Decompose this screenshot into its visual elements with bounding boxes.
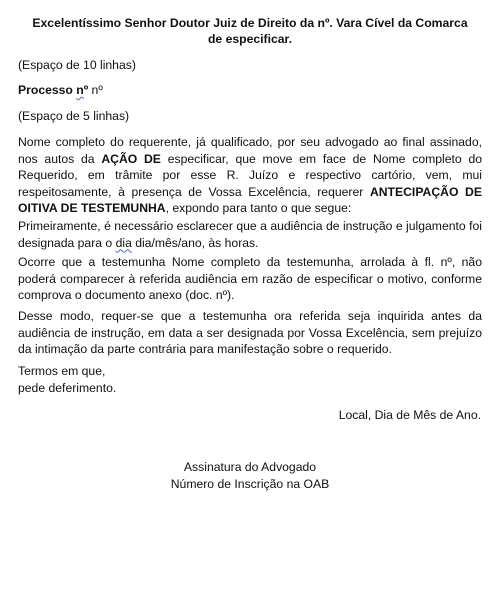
p1-text-a: Nome completo do requerente, já qualificado, por seu advogado ao final assinado, nos autos da	[18, 135, 482, 166]
p2-dia: dia	[115, 235, 132, 250]
process-number-line	[18, 82, 482, 99]
paragraph-introduction	[18, 134, 482, 217]
process-value: nº	[88, 83, 103, 97]
closing-line-1: Termos em que,	[18, 364, 106, 378]
paragraph-request: Desse modo, requer-se que a testemunha ora referida seja inquirida antes da audiência de instrução, em data a ser designada por Vossa Excelência, sem prejuízo da intimação da parte contrária para manifestação sobre o requerido.	[18, 309, 482, 356]
heading-line-1: Excelentíssimo Senhor Doutor Juiz de Direito da nº. Vara Cível da Comarca	[32, 16, 468, 30]
p2-text-b: dia/mês/ano, às horas.	[131, 235, 259, 250]
p1-text-b: especificar, que move em face de Nome completo do Requerido, em trâmite por esse R. Juízo e respectivo cartório, vem, mui respeitosamente, à presença de Vossa Excelência, requerer	[18, 151, 483, 199]
spacing-note-10: (Espaço de 10 linhas)	[18, 58, 136, 72]
closing-line-2: pede deferimento.	[18, 380, 117, 395]
signature-block	[0, 459, 500, 492]
p1-text-c: , expondo para tanto o que segue:	[165, 201, 352, 215]
p1-antecipacao: ANTECIPAÇÃO DE OITIVA DE TESTEMUNHA	[18, 184, 482, 215]
signature-line-1: Assinatura do Advogado	[183, 460, 317, 474]
process-n: n	[76, 83, 84, 97]
signature-line-2: Número de Inscrição na OAB	[170, 476, 330, 491]
process-ordinal: º	[83, 83, 89, 97]
p1-acao: AÇÃO DE	[101, 151, 161, 166]
paragraph-first	[18, 218, 482, 251]
spacing-note-5: (Espaço de 5 linhas)	[18, 109, 130, 123]
paragraph-occurs: Ocorre que a testemunha Nome completo da testemunha, arrolada à fl. nº, não poderá comparecer à referida audiência em razão de especificar o motivo, conforme comprova o documento anexo (doc. nº).	[18, 255, 482, 302]
place-date: Local, Dia de Mês de Ano.	[338, 408, 481, 422]
process-label: Processo	[18, 83, 77, 97]
p2-text-a: Primeiramente, é necessário esclarecer que a audiência de instrução e julgamento foi designada para o	[18, 219, 482, 250]
closing	[18, 363, 482, 396]
document-heading	[0, 15, 500, 47]
heading-line-2: de especificar.	[207, 32, 292, 46]
